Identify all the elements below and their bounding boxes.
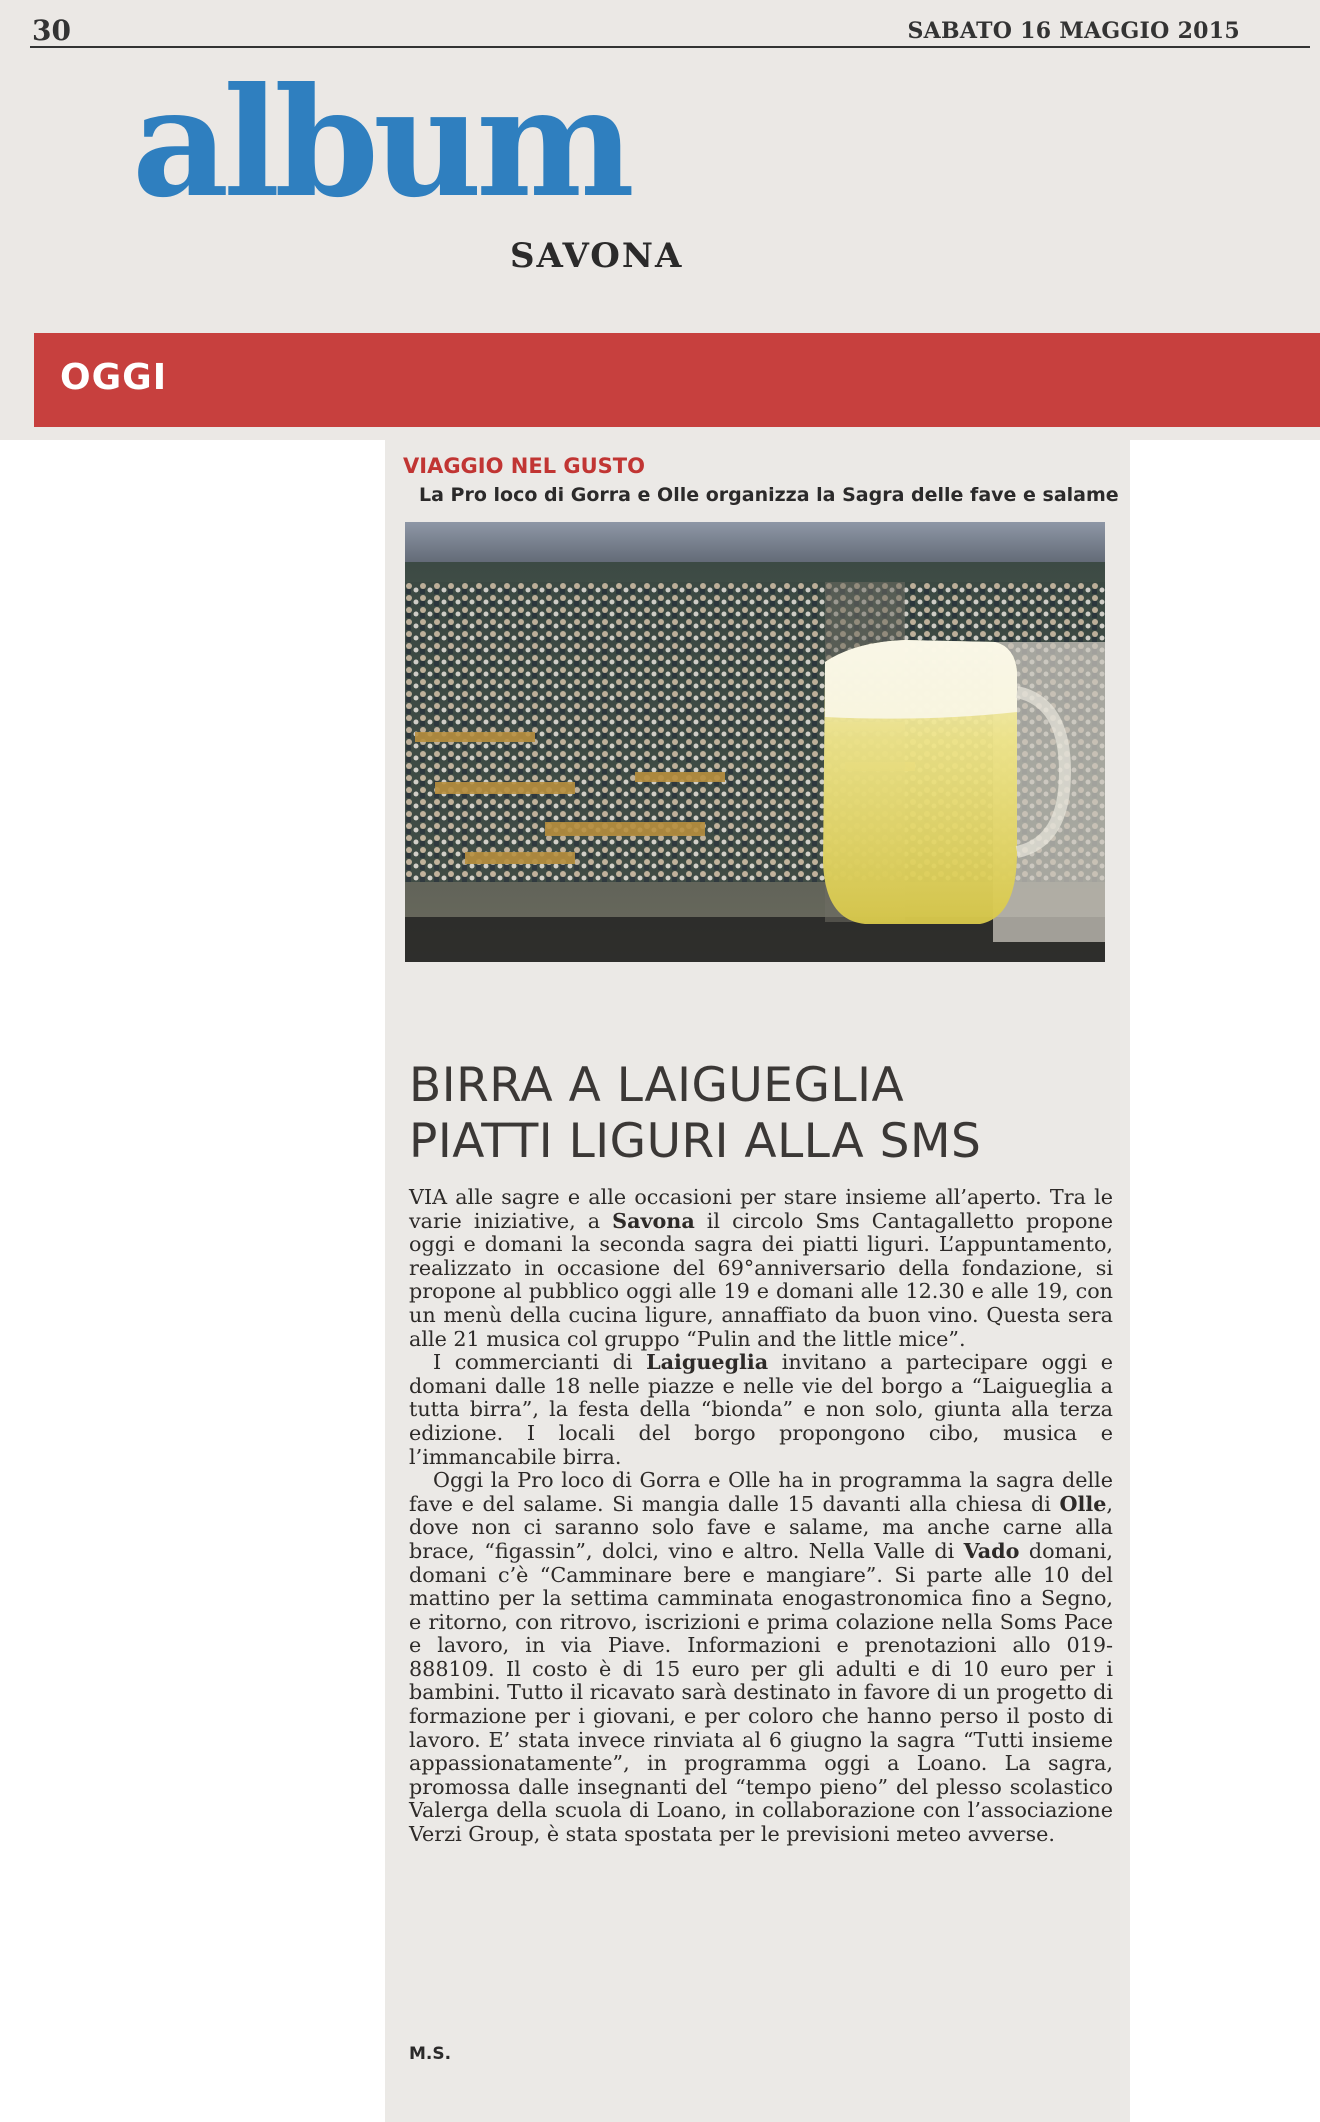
paragraph-text: I commercianti di bbox=[433, 1350, 647, 1375]
headline-line-2: PIATTI LIGURI ALLA SMS bbox=[409, 1114, 982, 1169]
crowd-beer-photo bbox=[405, 522, 1105, 962]
page-header bbox=[0, 0, 1320, 440]
article-kicker: VIAGGIO NEL GUSTO bbox=[403, 454, 645, 478]
byline: M.S. bbox=[409, 2044, 452, 2064]
brand-city: SAVONA bbox=[510, 236, 684, 276]
paragraph-text: , dove non ci saranno solo fave e salame, ma anche carne alla brace, “figassin”, dolci, vino e altro. Nella Valle di bbox=[409, 1491, 1113, 1563]
article-headline bbox=[409, 1058, 981, 1170]
place-name: Olle bbox=[1059, 1491, 1107, 1516]
page-number: 30 bbox=[32, 14, 71, 47]
paragraph-savona bbox=[409, 1186, 1113, 1351]
paragraph-text: VIA alle sagre e alle occasioni per stare insieme all’aperto. Tra le varie iniziative, a bbox=[409, 1185, 1113, 1233]
paragraph-text: il circolo Sms Cantagalletto propone oggi e domani la seconda sagra dei piatti liguri. L’appuntamento, realizzato in occasione del 69°anniversario della fondazione, si propone al pubblico oggi alle 19 e domani alle 12.30 e alle 19, con un menù della cucina ligure, annaffiato da buon vino. Questa sera alle 21 musica col gruppo “Pulin and the little mice”. bbox=[409, 1208, 1113, 1351]
brand-logo: album bbox=[132, 55, 629, 231]
article bbox=[385, 440, 1130, 2122]
place-name: Savona bbox=[612, 1208, 695, 1233]
folio-row bbox=[30, 10, 1310, 48]
headline-line-1: BIRRA A LAIGUEGLIA bbox=[409, 1058, 905, 1113]
place-name: Vado bbox=[963, 1538, 1020, 1563]
place-name: Laigueglia bbox=[646, 1350, 769, 1375]
issue-date: SABATO 16 MAGGIO 2015 bbox=[907, 18, 1240, 44]
section-band bbox=[34, 333, 1320, 427]
article-photo bbox=[405, 522, 1105, 962]
section-label: OGGI bbox=[60, 357, 168, 398]
paragraph-text: Oggi la Pro loco di Gorra e Olle ha in programma la sagra delle fave e del salame. Si mangia dalle 15 davanti alla chiesa di bbox=[409, 1468, 1113, 1516]
background-print-ghost bbox=[760, 70, 832, 260]
paragraph-laigueglia bbox=[409, 1351, 1113, 1469]
article-body bbox=[409, 1186, 1113, 1847]
paragraph-text: invitano a partecipare oggi e domani dalle 18 nelle piazze e nelle vie del borgo a “Laigueglia a tutta birra”, la festa della “bionda” e non solo, giunta alla terza edizione. I locali del borgo propongono cibo, musica e l’immancabile birra. bbox=[409, 1350, 1113, 1469]
paragraph-text: domani, domani c’è “Camminare bere e mangiare”. Si parte alle 10 del mattino per la settima camminata enogastronomica fino a Segno, e ritorno, con ritrovo, iscrizioni e prima colazione nella Soms Pace e lavoro, in via Piave. Informazioni e prenotazioni allo 019-888109. Il costo è di 15 euro per gli adulti e di 10 euro per i bambini. Tutto il ricavato sarà destinato in favore di un progetto di formazione per i giovani, e per coloro che hanno perso il posto di lavoro. E’ stata invece rinviata al 6 giugno la sagra “Tutti insieme appassionatamente”, in programma oggi a Loano. La sagra, promossa dalle insegnanti del “tempo pieno” del plesso scolastico Valerga della scuola di Loano, in collaborazione con l’associazione Verzi Group, è stata spostata per le previsioni meteo avverse. bbox=[409, 1538, 1114, 1847]
paragraph-olle-vado bbox=[409, 1469, 1113, 1847]
article-subhead: La Pro loco di Gorra e Olle organizza la Sagra delle fave e salame bbox=[419, 484, 1119, 506]
